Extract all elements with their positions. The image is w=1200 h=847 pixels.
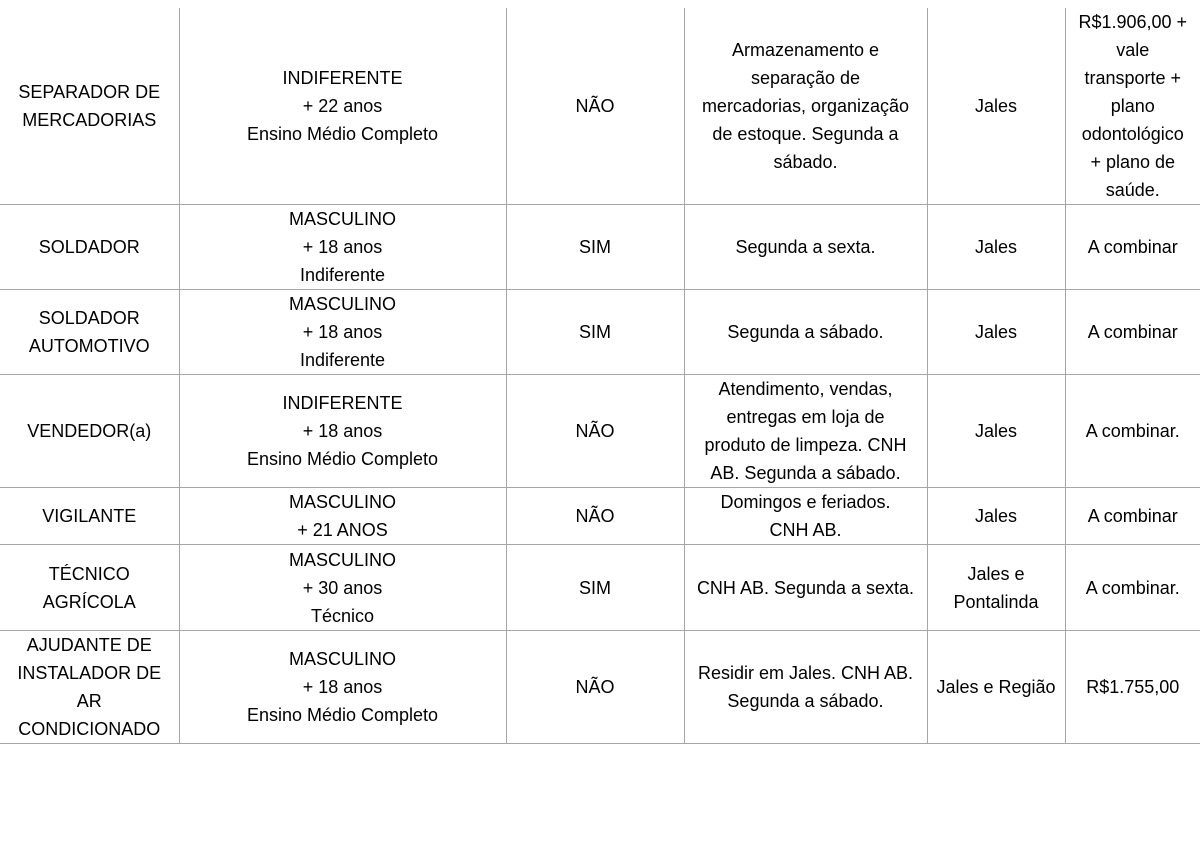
table-row [0,631,1200,744]
description-line: Domingos e feriados. [720,492,891,512]
description-line: Residir em Jales. CNH AB. [697,663,914,683]
city-line: Pontalinda [953,591,1039,612]
description-cell [684,488,927,545]
description-cell [684,205,927,290]
description-line: CNH AB. Segunda a sexta. [696,577,915,598]
salary-cell [1065,205,1200,290]
salary-line: vale [1116,40,1150,60]
salary-line: A combinar [1087,322,1178,342]
own-vehicle-value: SIM [578,322,611,342]
own-vehicle-value: SIM [578,577,611,598]
requirements-cell [179,375,506,488]
description-cell [684,375,927,488]
city-cell [927,8,1065,205]
job-title-cell [0,375,179,488]
salary-line: + plano de [1090,152,1176,172]
requirements-cell [179,205,506,290]
job-title-line: SOLDADOR [38,308,140,328]
description-cell [684,631,927,744]
table-row [0,8,1200,205]
own-vehicle-cell [506,375,684,488]
requirements-line: + 18 anos [302,677,383,697]
description-line: Segunda a sábado. [727,691,884,711]
salary-line: R$1.755,00 [1086,677,1180,697]
salary-line: plano [1110,96,1155,116]
city-line: Jales [974,237,1018,257]
salary-line: A combinar [1087,506,1178,526]
job-listings-body [0,8,1200,744]
job-title-cell [0,631,179,744]
requirements-cell [179,488,506,545]
salary-line: A combinar. [1085,421,1180,441]
job-title-line: SEPARADOR DE [18,82,161,102]
job-listings-table [0,8,1200,744]
requirements-line: Ensino Médio Completo [246,449,439,469]
salary-cell [1065,631,1200,744]
job-title-line: AJUDANTE DE [26,635,152,655]
job-title-cell [0,290,179,375]
job-title-line: AUTOMOTIVO [28,336,150,356]
requirements-line: Indiferente [299,350,386,370]
own-vehicle-cell [506,205,684,290]
job-title-cell [0,205,179,290]
salary-line: saúde. [1105,180,1160,200]
salary-cell [1065,8,1200,205]
salary-line: A combinar. [1085,577,1180,598]
description-line: Segunda a sexta. [735,237,876,257]
description-cell [684,290,927,375]
salary-line: R$1.906,00 + [1078,12,1188,32]
requirements-line: + 21 ANOS [297,520,388,540]
requirements-line: INDIFERENTE [282,393,403,413]
salary-line: transporte + [1084,68,1182,88]
own-vehicle-value: NÃO [575,677,615,697]
requirements-line: Ensino Médio Completo [246,124,439,144]
job-title-line: AGRÍCOLA [42,591,136,612]
own-vehicle-cell [506,8,684,205]
requirements-line: + 18 anos [302,322,383,342]
description-line: Atendimento, vendas, [718,379,893,399]
table-row [0,205,1200,290]
job-title-line: SOLDADOR [38,237,140,257]
job-title-cell [0,545,179,631]
own-vehicle-value: NÃO [575,421,615,441]
city-line: Jales [974,322,1018,342]
description-cell [684,545,927,631]
description-line: de estoque. Segunda a [712,124,899,144]
requirements-line: + 18 anos [302,421,383,441]
description-line: separação de [750,68,861,88]
job-title-line: VIGILANTE [42,506,137,526]
requirements-cell [179,8,506,205]
description-line: mercadorias, organização [701,96,910,116]
job-title-line: VENDEDOR(a) [27,421,152,441]
requirements-line: Técnico [310,605,375,626]
requirements-line: MASCULINO [288,209,396,229]
city-cell [927,545,1065,631]
city-cell [927,205,1065,290]
city-line: Jales e Região [936,677,1056,697]
description-line: Segunda a sábado. [727,322,884,342]
own-vehicle-value: NÃO [575,96,615,116]
job-title-line: MERCADORIAS [22,110,157,130]
description-line: Armazenamento e [731,40,880,60]
own-vehicle-cell [506,488,684,545]
own-vehicle-cell [506,545,684,631]
city-cell [927,290,1065,375]
requirements-line: + 22 anos [302,96,383,116]
requirements-line: Indiferente [299,265,386,285]
requirements-cell [179,631,506,744]
table-row [0,545,1200,631]
requirements-line: + 30 anos [302,577,383,598]
requirements-line: MASCULINO [288,492,396,512]
city-cell [927,488,1065,545]
city-line: Jales [974,421,1018,441]
requirements-line: Ensino Médio Completo [246,705,439,725]
city-line: Jales [974,506,1018,526]
requirements-line: INDIFERENTE [282,68,403,88]
salary-cell [1065,375,1200,488]
own-vehicle-cell [506,290,684,375]
city-cell [927,631,1065,744]
description-cell [684,8,927,205]
table-row [0,290,1200,375]
requirements-line: MASCULINO [288,649,396,669]
job-title-cell [0,8,179,205]
job-title-cell [0,488,179,545]
requirements-line: + 18 anos [302,237,383,257]
description-line: produto de limpeza. CNH [704,435,907,455]
salary-cell [1065,545,1200,631]
salary-cell [1065,488,1200,545]
job-title-line: AR [76,691,102,711]
own-vehicle-cell [506,631,684,744]
description-line: entregas em loja de [726,407,885,427]
requirements-cell [179,290,506,375]
description-line: sábado. [773,152,838,172]
salary-line: A combinar [1087,237,1178,257]
requirements-line: MASCULINO [288,294,396,314]
salary-cell [1065,290,1200,375]
requirements-line: MASCULINO [288,549,396,570]
job-title-line: CONDICIONADO [18,719,161,739]
description-line: AB. Segunda a sábado. [710,463,901,483]
city-cell [927,375,1065,488]
salary-line: odontológico [1081,124,1184,144]
description-line: CNH AB. [769,520,842,540]
city-line: Jales [974,96,1018,116]
own-vehicle-value: NÃO [575,506,615,526]
requirements-cell [179,545,506,631]
own-vehicle-value: SIM [578,237,611,257]
table-row [0,375,1200,488]
table-row [0,488,1200,545]
job-title-line: TÉCNICO [48,563,130,584]
city-line: Jales e [967,563,1025,584]
job-title-line: INSTALADOR DE [17,663,162,683]
